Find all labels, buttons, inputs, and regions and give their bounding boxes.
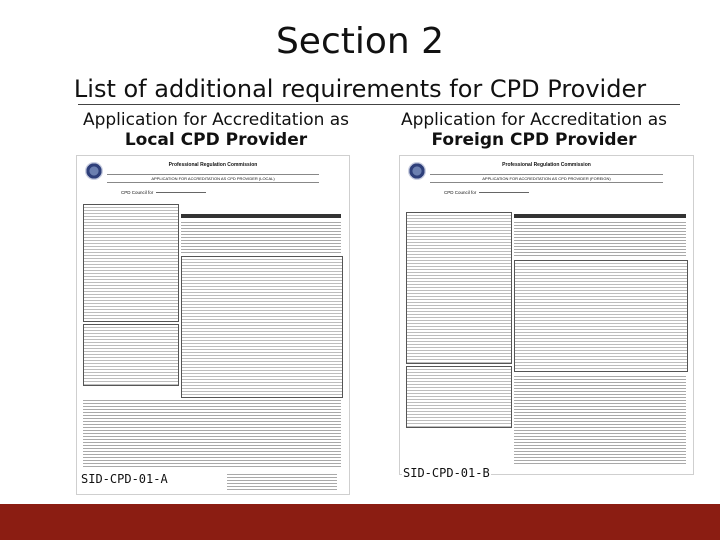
left-heading-line2: Local CPD Provider — [124, 130, 308, 150]
slide-subtitle: List of additional requirements for CPD Provider — [73, 75, 647, 103]
local-form-id: SID-CPD-01-A — [81, 472, 168, 486]
form-notes-lines — [514, 374, 686, 464]
foreign-form-image — [399, 155, 694, 475]
form-org-name: Professional Regulation Commission — [502, 162, 591, 168]
form-text-lines — [514, 220, 686, 258]
form-section-header — [514, 214, 686, 218]
form-notes-lines — [83, 398, 341, 468]
council-label: CPD Council for — [121, 190, 206, 195]
form-requirements-table — [181, 256, 343, 398]
form-section-action — [406, 366, 512, 428]
local-form-image — [76, 155, 350, 495]
form-section-left — [83, 204, 179, 322]
slide-title: Section 2 — [275, 21, 445, 62]
foreign-form-id: SID-CPD-01-B — [403, 466, 490, 480]
form-requirements-table — [514, 260, 688, 372]
form-text-lines — [181, 220, 341, 254]
right-column-heading — [384, 110, 684, 150]
form-section-header — [181, 214, 341, 218]
right-heading-line1: Application for Accreditation as — [400, 110, 668, 130]
left-column-heading — [66, 110, 366, 150]
right-heading-line2: Foreign CPD Provider — [431, 130, 637, 150]
left-heading-line1: Application for Accreditation as — [82, 110, 350, 130]
title-divider — [78, 104, 680, 105]
council-label: CPD Council for — [444, 190, 529, 195]
form-title: APPLICATION FOR ACCREDITATION AS CPD PROVIDER (LOCAL) — [107, 174, 319, 183]
form-org-name: Professional Regulation Commission — [168, 162, 258, 168]
footer-bar — [0, 504, 720, 540]
form-title: APPLICATION FOR ACCREDITATION AS CPD PROVIDER (FOREIGN) — [430, 174, 663, 183]
form-signature-lines — [227, 472, 337, 490]
form-section-action — [83, 324, 179, 386]
form-section-left — [406, 212, 512, 364]
